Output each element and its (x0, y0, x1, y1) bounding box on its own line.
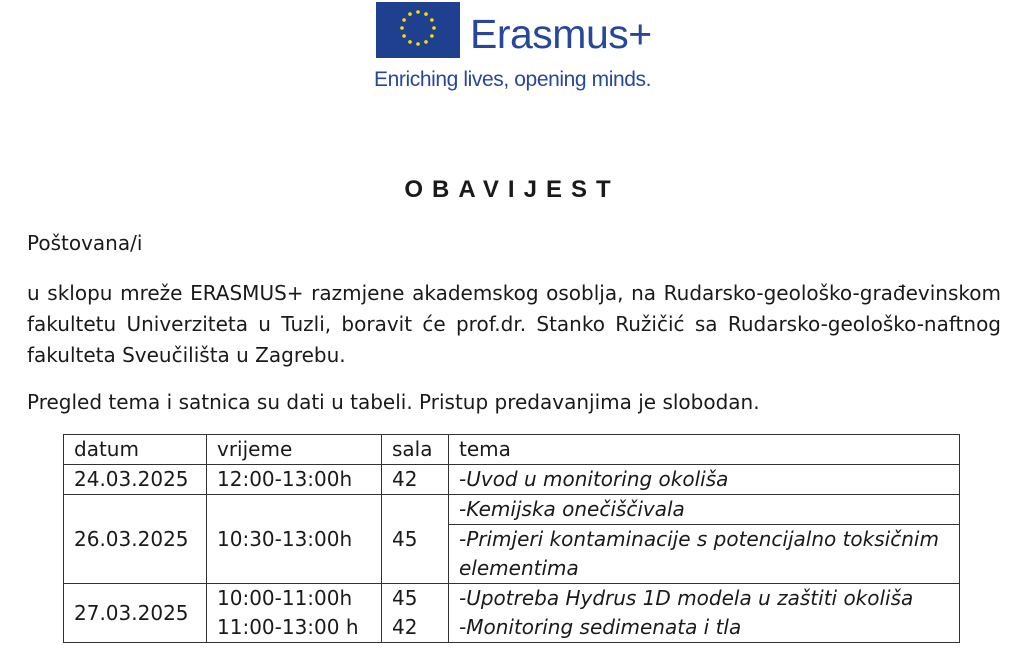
table-header-row (64, 435, 960, 465)
cell-sala-line: 42 (392, 615, 418, 639)
greeting: Poštovana/i (27, 231, 143, 255)
eu-stars-icon (376, 2, 460, 58)
table-row (64, 465, 960, 495)
cell-tema-line: -Upotreba Hydrus 1D modela u zaštiti okoliša (459, 586, 914, 610)
cell-vrijeme: 12:00-13:00h (207, 465, 382, 495)
cell-vrijeme-line: 10:00-11:00h (217, 586, 353, 610)
page-title: OBAVIJEST (404, 176, 620, 203)
cell-sala: 42 (382, 465, 449, 495)
cell-sala: 45 (382, 495, 449, 584)
header-tema: tema (449, 435, 960, 465)
cell-tema-line: -Monitoring sedimenata i tla (459, 615, 742, 639)
eu-flag-icon (376, 2, 460, 58)
brand-name: Erasmus+ (470, 11, 652, 57)
header-vrijeme: vrijeme (207, 435, 382, 465)
header-datum: datum (64, 435, 207, 465)
header-sala: sala (382, 435, 449, 465)
cell-datum: 27.03.2025 (64, 584, 207, 643)
cell-datum: 26.03.2025 (64, 495, 207, 584)
brand-tagline: Enriching lives, opening minds. (374, 68, 652, 91)
schedule-note: Pregled tema i satnica su dati u tabeli. Pristup predavanjima je slobodan. (27, 390, 760, 414)
table-row (64, 584, 960, 643)
cell-vrijeme-line: 11:00-13:00 h (217, 615, 359, 639)
cell-sala-line: 45 (392, 586, 418, 610)
cell-tema: -Primjeri kontaminacije s potencijalno toksičnim elementima (449, 525, 960, 584)
cell-tema (449, 584, 960, 643)
cell-datum: 24.03.2025 (64, 465, 207, 495)
cell-tema: -Uvod u monitoring okoliša (449, 465, 960, 495)
cell-sala (382, 584, 449, 643)
schedule-table (63, 434, 960, 643)
cell-vrijeme (207, 584, 382, 643)
table-row (64, 495, 960, 525)
announcement-paragraph: u sklopu mreže ERASMUS+ razmjene akademskog osoblja, na Rudarsko-geološko-građevinskom fakultetu Univerziteta u Tuzli, boravit će prof.dr. Stanko Ružičić sa Rudarsko-geološko-naftnog fakulteta Sveučilišta u Zagrebu. (27, 281, 1001, 367)
cell-vrijeme: 10:30-13:00h (207, 495, 382, 584)
erasmus-logo (374, 2, 674, 94)
cell-tema: -Kemijska onečiščivala (449, 495, 960, 525)
